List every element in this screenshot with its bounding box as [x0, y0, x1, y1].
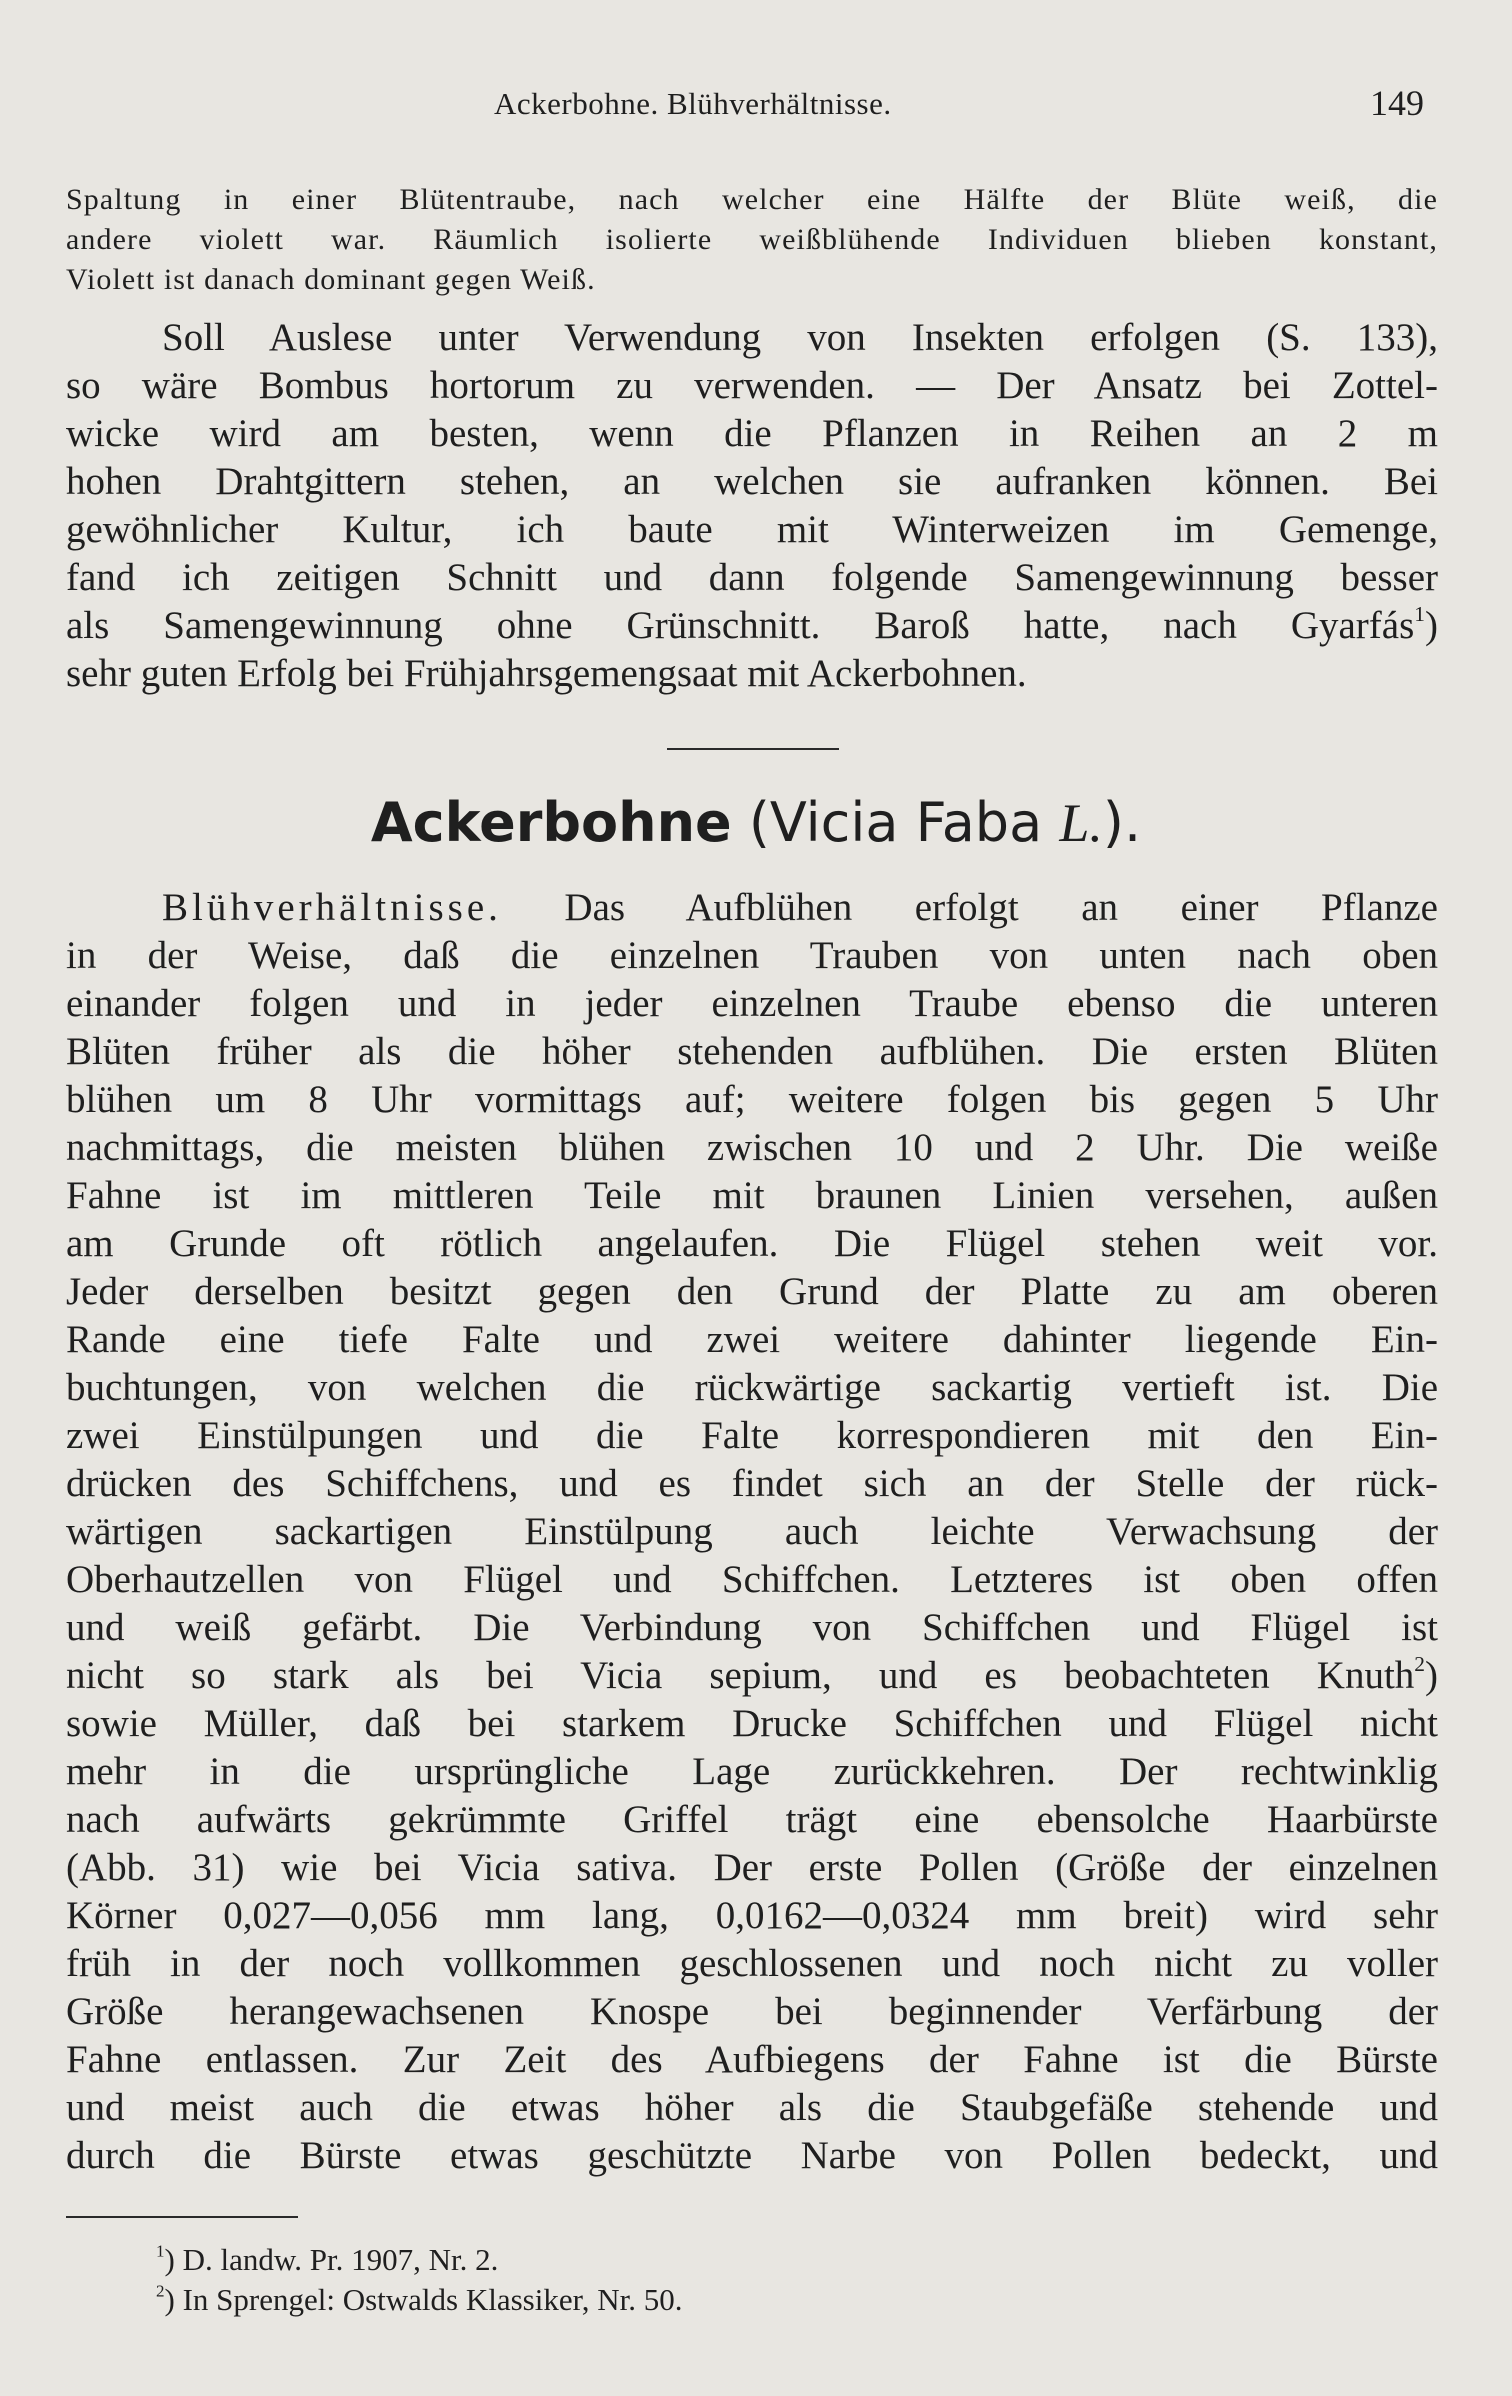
footnote-paren: ) [1425, 604, 1438, 647]
text-line: wärtigen sackartigen Einstülpung auch leichte Verwachsung der [66, 1510, 1438, 1553]
text-line-lead [66, 884, 1438, 932]
paragraph-bloom [66, 884, 1438, 2180]
text-line: (Abb. 31) wie bei Vicia sativa. Der erste Pollen (Größe der einzelnen [66, 1846, 1438, 1889]
text-line: am Grunde oft rötlich angelaufen. Die Flügel stehen weit vor. [66, 1222, 1438, 1265]
footnote-paren: ) [1425, 1654, 1438, 1697]
text-line: Fahne ist im mittleren Teile mit braunen Linien versehen, außen [66, 1174, 1438, 1217]
footnote-text: ) In Sprengel: Ostwalds Klassiker, Nr. 50. [164, 2282, 683, 2317]
heading-plain-open: (Vicia Faba [731, 791, 1060, 854]
text-line: Rande eine tiefe Falte und zwei weitere dahinter liegende Ein- [66, 1318, 1438, 1361]
section-heading [0, 790, 1512, 856]
text-line: buchtungen, von welchen die rückwärtige sackartig vertieft ist. Die [66, 1366, 1438, 1409]
text-line: wicke wird am besten, wenn die Pflanzen in Reihen an 2 m [66, 412, 1438, 455]
footnote-marker: 1 [1414, 601, 1425, 626]
text-line: drücken des Schiffchens, und es findet sich an der Stelle der rück- [66, 1462, 1438, 1505]
text-line: sowie Müller, daß bei starkem Drucke Schiffchen und Flügel nicht [66, 1702, 1438, 1745]
text-line: blühen um 8 Uhr vormittags auf; weitere folgen bis gegen 5 Uhr [66, 1078, 1438, 1121]
text-line: fand ich zeitigen Schnitt und dann folgende Samengewinnung besser [66, 556, 1438, 599]
footnote-text: ) D. landw. Pr. 1907, Nr. 2. [164, 2242, 499, 2277]
running-head-title: Ackerbohne. Blühverhältnisse. [494, 86, 892, 121]
small-print-paragraph [66, 180, 1438, 300]
text-line: gewöhnlicher Kultur, ich baute mit Winterweizen im Gemenge, [66, 508, 1438, 551]
footnote-2 [156, 2280, 682, 2320]
text-line-with-footnote [66, 602, 1438, 650]
text-line: früh in der noch vollkommen geschlossenen und noch nicht zu voller [66, 1942, 1438, 1985]
text-line-body: Das Aufblühen erfolgt an einer Pflanze [501, 886, 1438, 929]
text-line-body: nicht so stark als bei Vicia sepium, und es beobachteten Knuth [66, 1654, 1415, 1697]
text-line: Fahne entlassen. Zur Zeit des Aufbiegens der Fahne ist die Bürste [66, 2038, 1438, 2081]
section-divider [667, 748, 839, 750]
page-number: 149 [1370, 83, 1424, 123]
heading-bold: Ackerbohne [370, 791, 732, 854]
text-line: mehr in die ursprüngliche Lage zurückkehren. Der rechtwinklig [66, 1750, 1438, 1793]
heading-italic: L. [1059, 793, 1103, 853]
text-line: Jeder derselben besitzt gegen den Grund der Platte zu am oberen [66, 1270, 1438, 1313]
text-line: Oberhautzellen von Flügel und Schiffchen. Letzteres ist oben offen [66, 1558, 1438, 1601]
text-line-body: als Samengewinnung ohne Grünschnitt. Baroß hatte, nach Gyarfás [66, 604, 1415, 647]
footnote-rule [66, 2216, 298, 2218]
lead-term: Blühverhältnisse. [162, 886, 502, 929]
text-line: zwei Einstülpungen und die Falte korrespondieren mit den Ein- [66, 1414, 1438, 1457]
text-line: Blüten früher als die höher stehenden aufblühen. Die ersten Blüten [66, 1030, 1438, 1073]
text-line: Violett ist danach dominant gegen Weiß. [66, 263, 596, 296]
text-line: nach aufwärts gekrümmte Griffel trägt eine ebensolche Haarbürste [66, 1798, 1438, 1841]
text-line: sehr guten Erfolg bei Frühjahrsgemengsaat mit Ackerbohnen. [66, 652, 1027, 695]
footnote-1 [156, 2240, 682, 2280]
text-line: Größe herangewachsenen Knospe bei beginnender Verfärbung der [66, 1990, 1438, 2033]
text-line: Soll Auslese unter Verwendung von Insekten erfolgen (S. 133), [162, 316, 1438, 359]
paragraph-selection [66, 314, 1438, 698]
running-head [0, 83, 1512, 136]
footnotes [156, 2240, 682, 2320]
footnote-number: 2 [156, 2281, 165, 2301]
text-line: andere violett war. Räumlich isolierte weißblühende Individuen blieben konstant, [66, 223, 1438, 256]
footnote-marker: 2 [1414, 1651, 1425, 1676]
text-line: nachmittags, die meisten blühen zwischen 10 und 2 Uhr. Die weiße [66, 1126, 1438, 1169]
text-line: und meist auch die etwas höher als die Staubgefäße stehende und [66, 2086, 1438, 2129]
text-line: Körner 0,027—0,056 mm lang, 0,0162—0,0324 mm breit) wird sehr [66, 1894, 1438, 1937]
text-line: einander folgen und in jeder einzelnen Traube ebenso die unteren [66, 982, 1438, 1025]
text-line: so wäre Bombus hortorum zu verwenden. — Der Ansatz bei Zottel- [66, 364, 1438, 407]
text-line: hohen Drahtgittern stehen, an welchen sie aufranken können. Bei [66, 460, 1438, 503]
text-line: Spaltung in einer Blütentraube, nach welcher eine Hälfte der Blüte weiß, die [66, 183, 1438, 216]
text-line: und weiß gefärbt. Die Verbindung von Schiffchen und Flügel ist [66, 1606, 1438, 1649]
heading-plain-close: ). [1102, 791, 1142, 854]
footnote-number: 1 [156, 2241, 165, 2261]
text-line: in der Weise, daß die einzelnen Trauben von unten nach oben [66, 934, 1438, 977]
text-line-with-footnote [66, 1652, 1438, 1700]
text-line: durch die Bürste etwas geschützte Narbe von Pollen bedeckt, und [66, 2134, 1438, 2177]
